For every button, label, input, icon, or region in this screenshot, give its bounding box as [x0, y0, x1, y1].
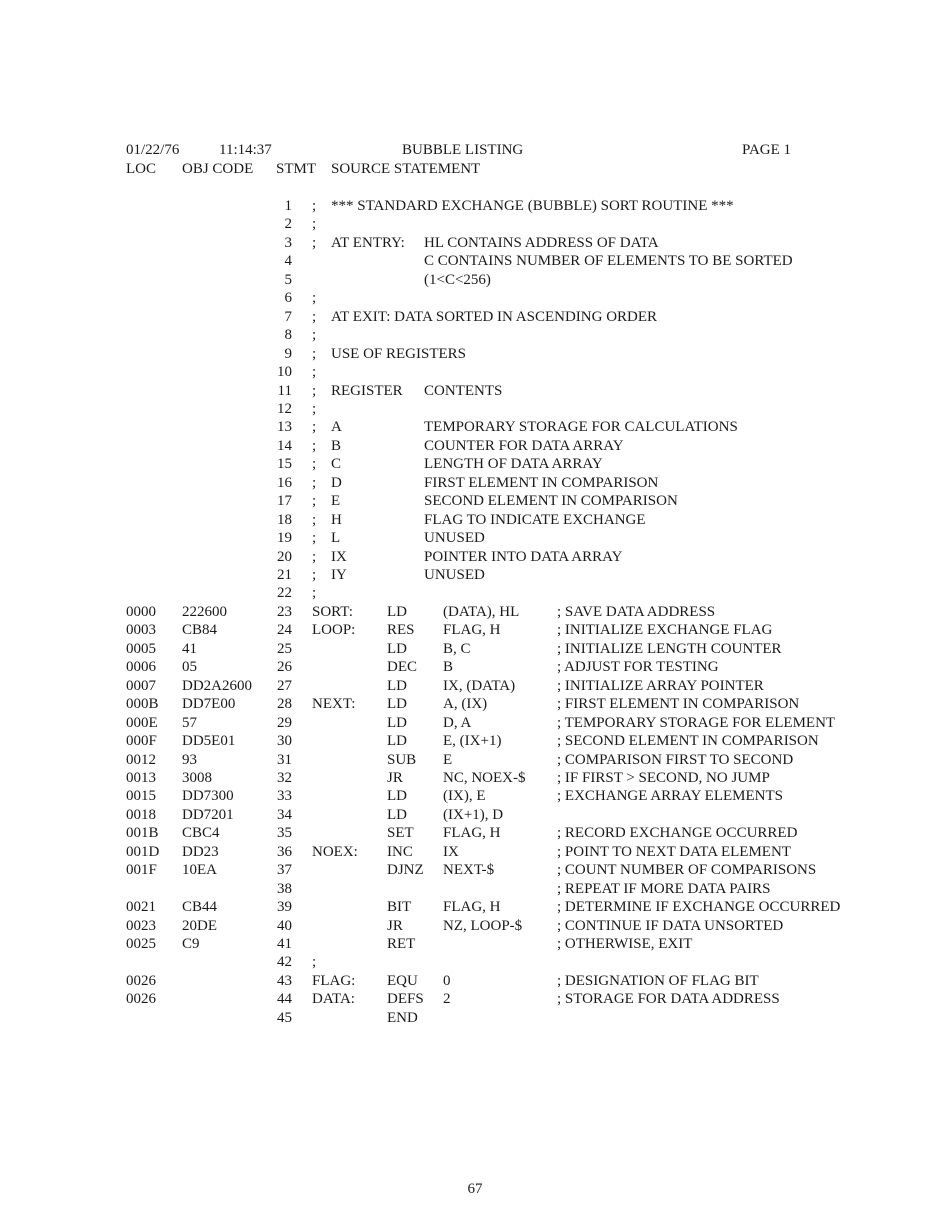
stmt-number: 40: [277, 917, 292, 934]
obj-code-cell: 10EA: [182, 862, 217, 879]
loc-cell: 0026: [126, 972, 156, 989]
listing-line: [0, 198, 950, 216]
loc-cell: 0005: [126, 640, 156, 657]
source-label: NEXT:: [312, 696, 356, 713]
operand: (DATA), HL: [443, 603, 520, 620]
obj-code-cell: CBC4: [182, 825, 220, 842]
statement-comment: ; IF FIRST > SECOND, NO JUMP: [557, 769, 770, 786]
obj-code-cell: CB44: [182, 899, 218, 916]
statement-comment: ; SECOND ELEMENT IN COMPARISON: [557, 733, 819, 750]
stmt-number: 44: [277, 991, 292, 1008]
stmt-number: 16: [277, 474, 292, 491]
listing-line: [0, 991, 950, 1009]
stmt-number: 31: [277, 751, 292, 768]
comment-text: B: [331, 437, 342, 454]
loc-cell: 0018: [126, 806, 156, 823]
page-number: 67: [467, 1181, 483, 1197]
statement-comment: ; REPEAT IF MORE DATA PAIRS: [557, 880, 771, 897]
stmt-number: 37: [277, 862, 292, 879]
listing-time: 11:14:37: [219, 142, 272, 158]
comment-marker: ;: [312, 493, 317, 510]
comment-marker: ;: [312, 234, 317, 251]
comment-description: POINTER INTO DATA ARRAY: [424, 548, 623, 565]
obj-code-cell: 3008: [182, 769, 212, 786]
stmt-number: 34: [277, 806, 292, 823]
statement-comment: ; COUNT NUMBER OF COMPARISONS: [557, 862, 817, 879]
statement-comment: ; EXCHANGE ARRAY ELEMENTS: [557, 788, 783, 805]
loc-cell: 000E: [126, 714, 158, 731]
loc-cell: 0021: [126, 899, 156, 916]
obj-code-cell: C9: [182, 936, 200, 952]
listing-line: [0, 364, 950, 382]
comment-text: REGISTER: [331, 382, 403, 399]
listing-line: [0, 475, 950, 493]
statement-comment: ; FIRST ELEMENT IN COMPARISON: [557, 696, 800, 713]
listing-line: [0, 456, 950, 474]
listing-line: [0, 733, 950, 751]
listing-line: [0, 1010, 950, 1028]
comment-text: A: [331, 419, 342, 436]
operand: A, (IX): [443, 696, 488, 713]
statement-comment: ; OTHERWISE, EXIT: [557, 936, 693, 952]
listing-line: [0, 678, 950, 696]
statement-comment: ; POINT TO NEXT DATA ELEMENT: [557, 843, 791, 860]
operand: (IX), E: [443, 788, 486, 805]
comment-marker: ;: [312, 345, 317, 362]
operand: E, (IX+1): [443, 733, 502, 750]
statement-comment: ; DETERMINE IF EXCHANGE OCCURRED: [557, 899, 841, 916]
stmt-number: 17: [277, 493, 292, 510]
listing-line: [0, 604, 950, 622]
listing-line: [0, 696, 950, 714]
source-label: NOEX:: [312, 843, 358, 860]
stmt-number: 21: [277, 567, 292, 583]
listing-line: [0, 918, 950, 936]
comment-marker: ;: [312, 308, 317, 325]
statement-comment: ; TEMPORARY STORAGE FOR ELEMENT: [557, 714, 836, 731]
listing-line: [0, 788, 950, 806]
listing-line: [0, 493, 950, 511]
comment-marker: ;: [312, 216, 317, 233]
stmt-number: 19: [277, 530, 292, 547]
source-label: FLAG:: [312, 972, 356, 989]
stmt-number: 39: [277, 899, 292, 916]
comment-marker: ;: [312, 437, 317, 454]
loc-cell: 0012: [126, 751, 156, 768]
comment-marker: ;: [312, 567, 317, 583]
stmt-number: 20: [277, 548, 292, 565]
column-header-stmt: STMT: [276, 161, 317, 177]
page-label: PAGE 1: [742, 142, 792, 158]
listing-line: [0, 346, 950, 364]
stmt-number: 32: [277, 769, 292, 786]
comment-text: AT EXIT: DATA SORTED IN ASCENDING ORDER: [331, 308, 658, 325]
statement-comment: ; COMPARISON FIRST TO SECOND: [557, 751, 794, 768]
comment-marker: ;: [312, 364, 317, 381]
comment-description: (1<C<256): [424, 271, 491, 288]
comment-text: C: [331, 456, 342, 473]
stmt-number: 27: [277, 677, 292, 694]
comment-marker: ;: [312, 400, 317, 417]
comment-text: L: [331, 530, 341, 547]
loc-cell: 0003: [126, 622, 156, 639]
obj-code-cell: DD7300: [182, 788, 234, 805]
operand: FLAG, H: [443, 622, 501, 639]
opcode: LD: [387, 714, 407, 731]
listing-line: [0, 715, 950, 733]
opcode: JR: [387, 769, 403, 786]
listing-line: [0, 383, 950, 401]
stmt-number: 3: [284, 234, 292, 251]
listing-line: [0, 567, 950, 585]
listing-line: [0, 899, 950, 917]
statement-comment: ; SAVE DATA ADDRESS: [557, 603, 716, 620]
listing-line: [0, 844, 950, 862]
opcode: EQU: [387, 972, 418, 989]
comment-marker: ;: [312, 585, 317, 602]
stmt-number: 22: [277, 585, 292, 602]
listing-line: [0, 327, 950, 345]
comment-description: HL CONTAINS ADDRESS OF DATA: [424, 234, 659, 251]
comment-marker: ;: [312, 419, 317, 436]
loc-cell: 000B: [126, 696, 159, 713]
loc-cell: 001F: [126, 862, 157, 879]
loc-cell: 001B: [126, 825, 159, 842]
listing-line: [0, 235, 950, 253]
comment-marker: ;: [312, 290, 317, 307]
opcode: LD: [387, 788, 407, 805]
source-label: LOOP:: [312, 622, 356, 639]
stmt-number: 10: [277, 364, 292, 381]
stmt-number: 33: [277, 788, 292, 805]
obj-code-cell: DD5E01: [182, 733, 236, 750]
listing-line: [0, 549, 950, 567]
stmt-number: 18: [277, 511, 292, 528]
stmt-number: 23: [277, 603, 292, 620]
listing-line: [0, 973, 950, 991]
opcode: RES: [387, 622, 415, 639]
statement-comment: ; ADJUST FOR TESTING: [557, 659, 719, 676]
opcode: LD: [387, 603, 407, 620]
operand: (IX+1), D: [443, 806, 504, 823]
source-label: DATA:: [312, 991, 355, 1008]
listing-date: 01/22/76: [126, 142, 180, 158]
statement-comment: ; INITIALIZE LENGTH COUNTER: [557, 640, 782, 657]
obj-code-cell: DD7E00: [182, 696, 236, 713]
comment-text: IX: [331, 548, 347, 565]
listing-title: BUBBLE LISTING: [402, 142, 524, 158]
listing-line: [0, 752, 950, 770]
listing-line: [0, 881, 950, 899]
opcode: LD: [387, 806, 407, 823]
statement-comment: ; STORAGE FOR DATA ADDRESS: [557, 991, 780, 1008]
stmt-number: 8: [284, 327, 292, 344]
opcode: DEFS: [387, 991, 424, 1008]
stmt-number: 29: [277, 714, 292, 731]
listing-line: [0, 309, 950, 327]
stmt-number: 28: [277, 696, 292, 713]
comment-description: UNUSED: [424, 530, 485, 547]
opcode: SET: [387, 825, 414, 842]
listing-line: [0, 512, 950, 530]
operand: IX, (DATA): [443, 677, 516, 694]
stmt-number: 12: [277, 400, 292, 417]
obj-code-cell: DD23: [182, 843, 219, 860]
loc-cell: 0023: [126, 917, 156, 934]
statement-comment: ; DESIGNATION OF FLAG BIT: [557, 972, 759, 989]
operand: D, A: [443, 714, 472, 731]
statement-comment: ; INITIALIZE ARRAY POINTER: [557, 677, 764, 694]
comment-text: USE OF REGISTERS: [331, 345, 467, 362]
obj-code-cell: DD2A2600: [182, 677, 252, 694]
operand: 0: [443, 972, 451, 989]
statement-comment: ; INITIALIZE EXCHANGE FLAG: [557, 622, 773, 639]
opcode: DJNZ: [387, 862, 424, 879]
obj-code-cell: 93: [182, 751, 197, 768]
comment-text: AT ENTRY:: [331, 234, 405, 251]
comment-description: UNUSED: [424, 567, 485, 583]
opcode: END: [387, 1009, 418, 1026]
opcode: SUB: [387, 751, 417, 768]
comment-description: FIRST ELEMENT IN COMPARISON: [424, 474, 659, 491]
listing-line: [0, 438, 950, 456]
listing-line: [0, 290, 950, 308]
opcode: RET: [387, 936, 416, 952]
obj-code-cell: 41: [182, 640, 197, 657]
comment-marker: ;: [312, 511, 317, 528]
stmt-number: 11: [277, 382, 292, 399]
opcode: DEC: [387, 659, 417, 676]
source-label: SORT:: [312, 603, 353, 620]
comment-marker: ;: [312, 530, 317, 547]
operand: E: [443, 751, 453, 768]
comment-marker: ;: [312, 548, 317, 565]
stmt-number: 15: [277, 456, 292, 473]
stmt-number: 26: [277, 659, 292, 676]
operand: FLAG, H: [443, 825, 501, 842]
column-header-obj-code: OBJ CODE: [182, 161, 254, 177]
operand: FLAG, H: [443, 899, 501, 916]
listing-line: [0, 530, 950, 548]
listing-line: [0, 770, 950, 788]
comment-marker: ;: [312, 198, 317, 214]
loc-cell: 000F: [126, 733, 157, 750]
stmt-number: 4: [284, 253, 292, 270]
listing-line: [0, 253, 950, 271]
stmt-number: 35: [277, 825, 292, 842]
listing-line: [0, 216, 950, 234]
stmt-number: 7: [284, 308, 292, 325]
comment-description: COUNTER FOR DATA ARRAY: [424, 437, 624, 454]
loc-cell: 0013: [126, 769, 156, 786]
opcode: LD: [387, 733, 407, 750]
comment-text: E: [331, 493, 341, 510]
stmt-number: 45: [277, 1009, 292, 1026]
statement-comment: ; RECORD EXCHANGE OCCURRED: [557, 825, 798, 842]
listing-line: [0, 641, 950, 659]
stmt-number: 30: [277, 733, 292, 750]
comment-description: SECOND ELEMENT IN COMPARISON: [424, 493, 678, 510]
listing-line: [0, 807, 950, 825]
opcode: LD: [387, 677, 407, 694]
stmt-number: 36: [277, 843, 292, 860]
stmt-number: 41: [277, 936, 292, 952]
statement-comment: ; CONTINUE IF DATA UNSORTED: [557, 917, 784, 934]
opcode: LD: [387, 696, 407, 713]
opcode: LD: [387, 640, 407, 657]
operand: B, C: [443, 640, 471, 657]
listing-line: [0, 401, 950, 419]
listing-line: [0, 954, 950, 972]
obj-code-cell: 222600: [182, 603, 227, 620]
stmt-number: 1: [284, 198, 292, 214]
obj-code-cell: CB84: [182, 622, 218, 639]
stmt-number: 5: [284, 271, 292, 288]
loc-cell: 0007: [126, 677, 156, 694]
stmt-number: 2: [284, 216, 292, 233]
stmt-number: 25: [277, 640, 292, 657]
operand: NZ, LOOP-$: [443, 917, 523, 934]
listing-line: [0, 825, 950, 843]
operand: IX: [443, 843, 459, 860]
comment-text: *** STANDARD EXCHANGE (BUBBLE) SORT ROUTINE ***: [331, 198, 734, 214]
stmt-number: 9: [284, 345, 292, 362]
loc-cell: 0026: [126, 991, 156, 1008]
comment-description: CONTENTS: [424, 382, 503, 399]
column-header-source-statement: SOURCE STATEMENT: [331, 161, 481, 177]
column-header-loc: LOC: [126, 161, 156, 177]
comment-marker: ;: [312, 456, 317, 473]
obj-code-cell: 57: [182, 714, 197, 731]
listing-line: [0, 419, 950, 437]
obj-code-cell: 20DE: [182, 917, 217, 934]
opcode: BIT: [387, 899, 412, 916]
comment-marker: ;: [312, 954, 317, 971]
obj-code-cell: 05: [182, 659, 197, 676]
stmt-number: 42: [277, 954, 292, 971]
loc-cell: 0006: [126, 659, 156, 676]
stmt-number: 6: [284, 290, 292, 307]
operand: NC, NOEX-$: [443, 769, 526, 786]
comment-text: H: [331, 511, 342, 528]
opcode: JR: [387, 917, 403, 934]
listing-line: [0, 272, 950, 290]
operand: NEXT-$: [443, 862, 495, 879]
stmt-number: 13: [277, 419, 292, 436]
obj-code-cell: DD7201: [182, 806, 234, 823]
loc-cell: 001D: [126, 843, 160, 860]
comment-description: C CONTAINS NUMBER OF ELEMENTS TO BE SORTED: [424, 253, 793, 270]
comment-marker: ;: [312, 327, 317, 344]
listing-line: [0, 585, 950, 603]
opcode: INC: [387, 843, 413, 860]
operand: 2: [443, 991, 451, 1008]
comment-text: IY: [331, 567, 347, 583]
listing-line: [0, 622, 950, 640]
operand: B: [443, 659, 454, 676]
comment-text: D: [331, 474, 342, 491]
listing-line: [0, 659, 950, 677]
stmt-number: 38: [277, 880, 292, 897]
loc-cell: 0015: [126, 788, 156, 805]
loc-cell: 0025: [126, 936, 156, 952]
comment-description: LENGTH OF DATA ARRAY: [424, 456, 603, 473]
stmt-number: 14: [277, 437, 292, 454]
comment-marker: ;: [312, 474, 317, 491]
listing-line: [0, 936, 950, 954]
comment-marker: ;: [312, 382, 317, 399]
stmt-number: 43: [277, 972, 292, 989]
stmt-number: 24: [277, 622, 292, 639]
comment-description: TEMPORARY STORAGE FOR CALCULATIONS: [424, 419, 738, 436]
comment-description: FLAG TO INDICATE EXCHANGE: [424, 511, 646, 528]
listing-line: [0, 862, 950, 880]
loc-cell: 0000: [126, 603, 156, 620]
